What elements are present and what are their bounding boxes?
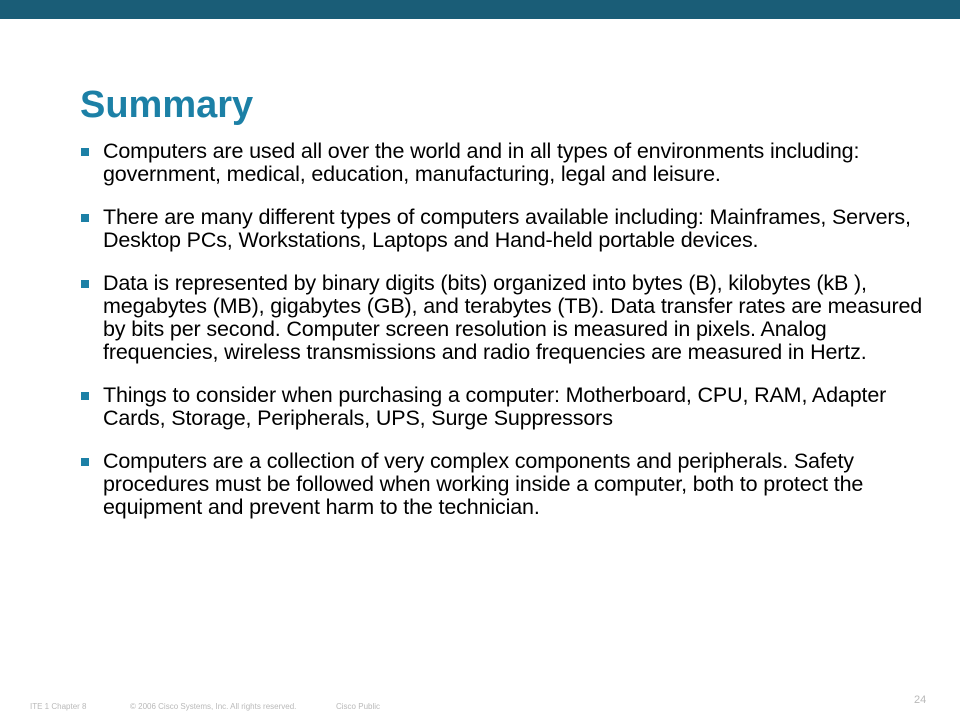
top-banner-bar xyxy=(0,0,960,19)
bullet-text: Data is represented by binary digits (bits) organized into bytes (B), kilobytes (kB ), megabytes (MB), gigabytes (GB), and terabytes (TB). Data transfer rates are measured by bits per second. Computer screen resolution is measured in pixels. Analog frequencies, wireless transmissions and radio frequencies are measured in Hertz. xyxy=(103,271,923,364)
bullet-list xyxy=(78,140,938,539)
square-bullet-icon xyxy=(81,148,89,156)
footer-classification: Cisco Public xyxy=(336,702,381,711)
bullet-item xyxy=(78,272,938,364)
bullet-item xyxy=(78,206,938,252)
footer-copyright: © 2006 Cisco Systems, Inc. All rights reserved. xyxy=(130,702,297,711)
bullet-text: Things to consider when purchasing a computer: Motherboard, CPU, RAM, Adapter Cards, Storage, Peripherals, UPS, Surge Suppressors xyxy=(103,383,887,430)
footer-course-label: ITE 1 Chapter 8 xyxy=(30,702,87,711)
bullet-text: There are many different types of computers available including: Mainframes, Servers, Desktop PCs, Workstations, Laptops and Hand-held portable devices. xyxy=(103,205,911,252)
square-bullet-icon xyxy=(81,392,89,400)
bullet-item xyxy=(78,450,938,519)
bullet-text: Computers are used all over the world and in all types of environments including: government, medical, education, manufacturing, legal and leisure. xyxy=(103,139,860,186)
slide-title: Summary xyxy=(80,84,254,126)
slide-footer xyxy=(0,694,960,720)
page-number: 24 xyxy=(914,694,927,706)
square-bullet-icon xyxy=(81,458,89,466)
bullet-item xyxy=(78,140,938,186)
bullet-text: Computers are a collection of very complex components and peripherals. Safety procedures must be followed when working inside a computer, both to protect the equipment and prevent harm to the technician. xyxy=(103,449,864,519)
square-bullet-icon xyxy=(81,280,89,288)
square-bullet-icon xyxy=(81,214,89,222)
bullet-item xyxy=(78,384,938,430)
